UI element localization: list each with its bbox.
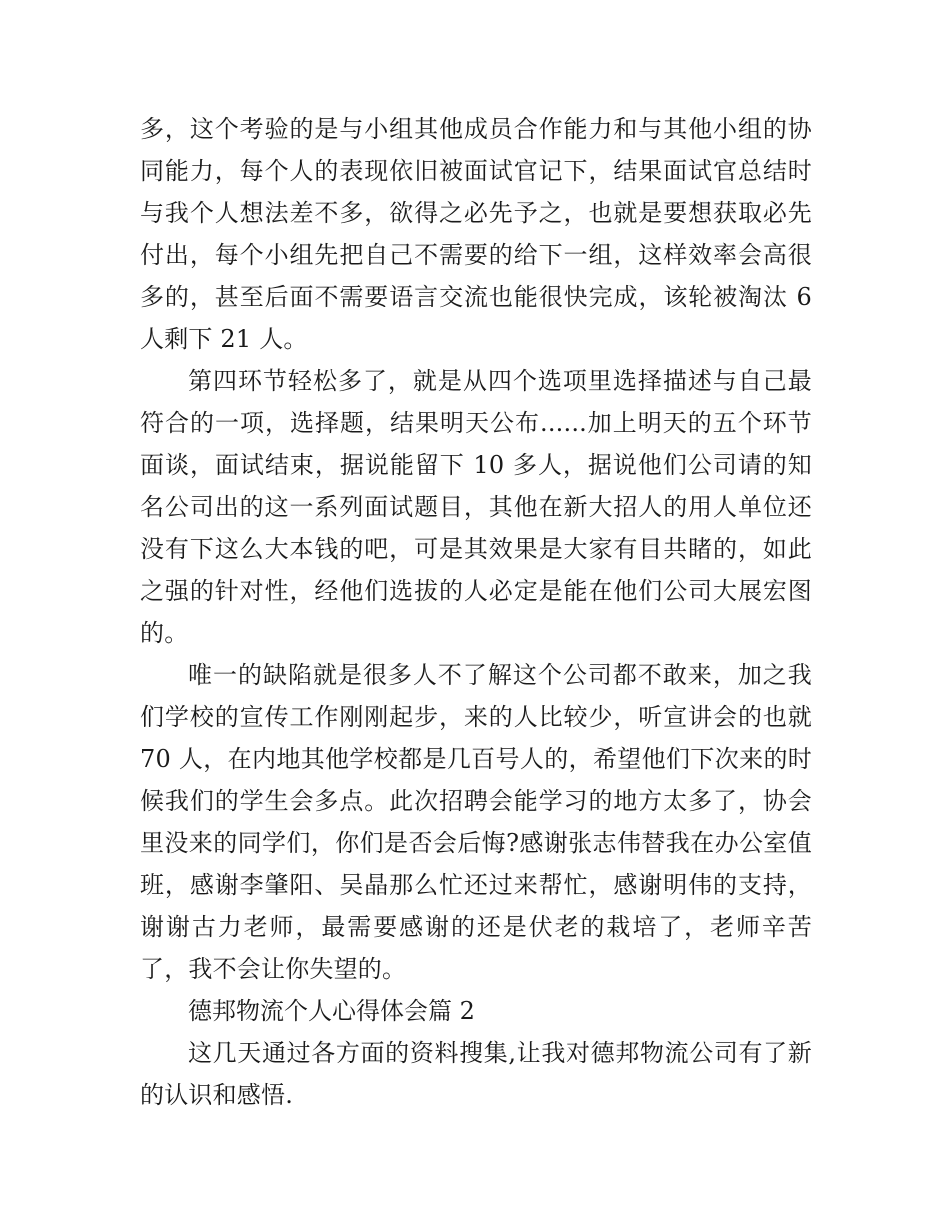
paragraph-4: 这几天通过各方面的资料搜集,让我对德邦物流公司有了新的认识和感悟. — [140, 1039, 812, 1109]
paragraph-1: 多，这个考验的是与小组其他成员合作能力和与其他小组的协同能力，每个人的表现依旧被面试官记下，结果面试官总结时与我个人想法差不多，欲得之必先予之，也就是要想获取必先付出，每个小组先把自己不需要的给下一组，这样效率会高很多的，甚至后面不需要语言交流也能很快完成，该轮被淘汰 6 人剩下 21 人。 — [140, 115, 812, 353]
paragraph-3: 唯一的缺陷就是很多人不了解这个公司都不敢来，加之我们学校的宣传工作刚刚起步，来的人比较少，听宣讲会的也就 70 人，在内地其他学校都是几百号人的，希望他们下次来的时候我们的学生会多点。此次招聘会能学习的地方太多了，协会里没来的同学们，你们是否会后悔?感谢张志伟替我在办公室值班，感谢李肇阳、吴晶那么忙还过来帮忙，感谢明伟的支持，谢谢古力老师，最需要感谢的还是伏老的栽培了，老师辛苦了，我不会让你失望的。 — [140, 661, 812, 983]
document-page — [140, 108, 812, 1116]
section-heading: 德邦物流个人心得体会篇 2 — [188, 997, 475, 1025]
paragraph-2: 第四环节轻松多了，就是从四个选项里选择描述与自己最符合的一项，选择题，结果明天公布......加上明天的五个环节面谈，面试结束，据说能留下 10 多人，据说他们公司请的知名公司出的这一系列面试题目，其他在新大招人的用人单位还没有下这么大本钱的吧，可是其效果是大家有目共睹的，如此之强的针对性，经他们选拔的人必定是能在他们公司大展宏图的。 — [140, 367, 812, 647]
